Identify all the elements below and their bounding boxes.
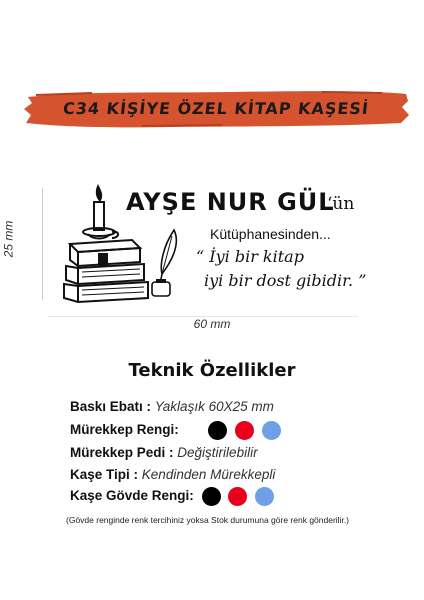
spec-stamp-type-key: Kaşe Tipi : — [70, 467, 139, 482]
spec-ink-pad — [70, 445, 258, 460]
owner-suffix: ‘ün — [327, 194, 355, 214]
spec-ink-color — [70, 421, 281, 440]
spec-print-size-key: Baskı Ebatı : — [70, 399, 152, 414]
height-guide-line — [42, 188, 43, 300]
banner-title: C34 KİŞİYE ÖZEL KİTAP KAŞESİ — [62, 98, 370, 118]
spec-ink-pad-key: Mürekkep Pedi : — [70, 445, 174, 460]
owner-name: AYŞE NUR GÜL — [126, 188, 335, 216]
quill-inkwell-icon — [150, 228, 180, 300]
spec-ink-pad-value: Değiştirilebilir — [177, 445, 258, 460]
spec-stamp-type — [70, 467, 275, 482]
ink-color-black-swatch — [208, 421, 227, 440]
spec-stamp-type-value: Kendinden Mürekkepli — [141, 467, 276, 482]
spec-ink-color-key: Mürekkep Rengi: — [70, 422, 179, 438]
width-label: 60 mm — [193, 317, 231, 331]
height-label: 25 mm — [1, 220, 16, 258]
title-banner — [22, 85, 410, 131]
quote-line-2: iyi bir dost gibidir. ” — [204, 271, 367, 290]
quote-line-1: “ İyi bir kitap — [196, 247, 304, 266]
body-color-note: (Gövde renginde renk tercihiniz yoksa Stok durumuna göre renk gönderilir.) — [66, 515, 350, 525]
specs-title: Teknik Özellikler — [128, 360, 296, 381]
body-color-red-swatch — [228, 487, 247, 506]
ink-color-blue-swatch — [262, 421, 281, 440]
spec-body-color — [70, 487, 274, 506]
spec-print-size — [70, 399, 274, 414]
ink-color-red-swatch — [235, 421, 254, 440]
body-color-black-swatch — [202, 487, 221, 506]
library-text: Kütüphanesinden... — [210, 226, 331, 242]
body-color-blue-swatch — [255, 487, 274, 506]
spec-print-size-value: Yaklaşık 60X25 mm — [154, 399, 274, 414]
spec-body-color-key: Kaşe Gövde Rengi: — [70, 488, 194, 504]
